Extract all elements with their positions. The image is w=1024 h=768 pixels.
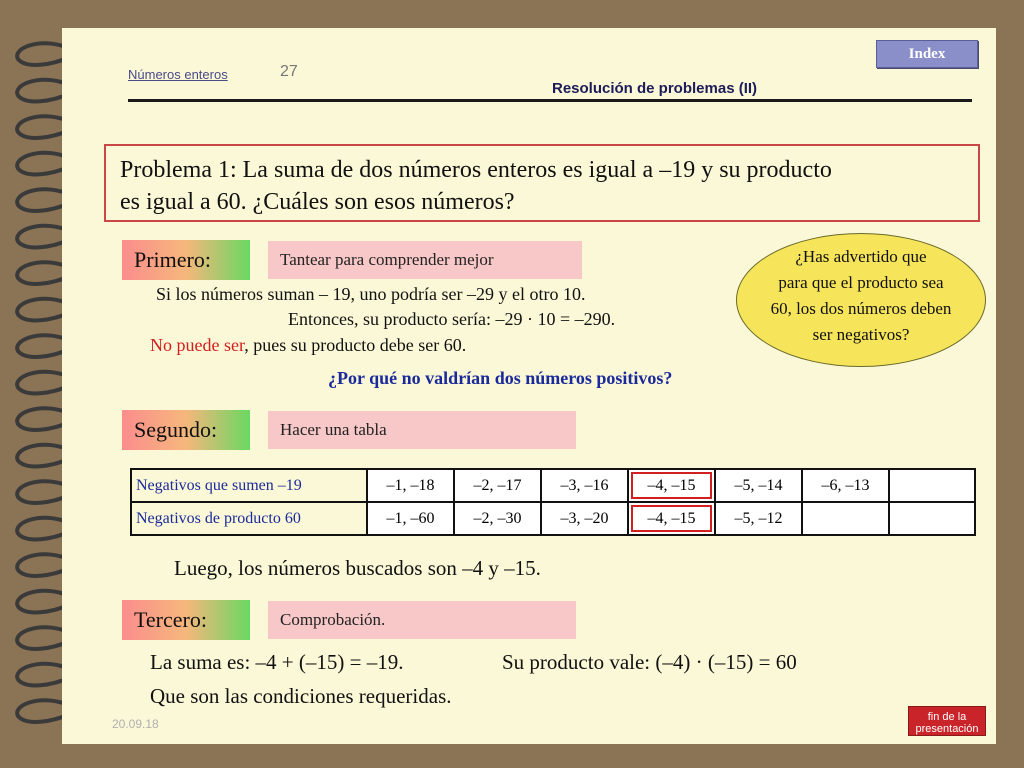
breadcrumb[interactable]: [128, 66, 228, 84]
table-cell: –5, –14: [715, 469, 802, 502]
step-tercero-label: Tercero:: [122, 600, 250, 640]
fin-line-1: fin de la: [927, 711, 967, 723]
table-cell: [802, 502, 889, 535]
date-label: 20.09.18: [112, 717, 159, 731]
table-cell-highlighted: –4, –15: [628, 469, 715, 502]
step-segundo-label: Segundo:: [122, 410, 250, 450]
end-presentation-button[interactable]: [908, 706, 986, 736]
table-cell: –6, –13: [802, 469, 889, 502]
hint-line-2: para que el producto sea: [778, 273, 944, 292]
index-button[interactable]: Index: [876, 40, 978, 68]
fin-line-2: presentación: [915, 723, 979, 735]
step1-red-text: No puede ser: [150, 335, 245, 355]
step-primero-label: Primero:: [122, 240, 250, 280]
table-cell: –1, –18: [367, 469, 454, 502]
step-segundo-box: Hacer una tabla: [268, 411, 576, 449]
table-row: [131, 469, 975, 502]
problem-line-2: es igual a 60. ¿Cuáles son esos números?: [120, 189, 515, 215]
table-cell: [889, 469, 975, 502]
table-cell: [889, 502, 975, 535]
table-cell: –2, –17: [454, 469, 541, 502]
data-table: [130, 468, 976, 536]
table-cell: –2, –30: [454, 502, 541, 535]
step-primero-box: Tantear para comprender mejor: [268, 241, 582, 279]
step1-line-1: Si los números suman – 19, uno podría ser –29 y el otro 10.: [156, 284, 586, 304]
conclusion-text: Luego, los números buscados son –4 y –15.: [174, 556, 541, 580]
breadcrumb-link[interactable]: Números enteros: [128, 67, 228, 82]
product-line: Su producto vale: (–4) · (–15) = 60: [502, 650, 797, 674]
table-row: [131, 502, 975, 535]
page-number: 27: [280, 63, 298, 80]
sum-line: La suma es: –4 + (–15) = –19.: [150, 650, 404, 674]
table-cell: –5, –12: [715, 502, 802, 535]
question-text: ¿Por qué no valdrían dos números positivos?: [328, 368, 673, 388]
table-row-header: Negativos de producto 60: [131, 502, 367, 535]
table-cell: –1, –60: [367, 502, 454, 535]
hint-line-3: 60, los dos números deben: [770, 299, 952, 318]
page-title: Resolución de problemas (II): [552, 80, 758, 97]
hint-line-1: ¿Has advertido que: [795, 247, 927, 266]
final-line: Que son las condiciones requeridas.: [150, 684, 452, 708]
problem-line-1: Problema 1: La suma de dos números enteros es igual a –19 y su producto: [120, 157, 832, 183]
table-cell: –3, –16: [541, 469, 628, 502]
step1-line-3: [150, 335, 466, 356]
hint-ellipse: [736, 233, 986, 367]
table-cell-highlighted: –4, –15: [628, 502, 715, 535]
step-tercero-box: Comprobación.: [268, 601, 576, 639]
step1-line-3-rest: , pues su producto debe ser 60.: [244, 335, 467, 355]
notebook-page: [62, 28, 996, 744]
hint-line-4: ser negativos?: [812, 325, 910, 344]
step1-line-2: Entonces, su producto sería: –29 · 10 = –290.: [288, 309, 616, 329]
table-cell: –3, –20: [541, 502, 628, 535]
problem-statement: [104, 144, 980, 222]
table-row-header: Negativos que sumen –19: [131, 469, 367, 502]
title-divider: [128, 99, 972, 102]
